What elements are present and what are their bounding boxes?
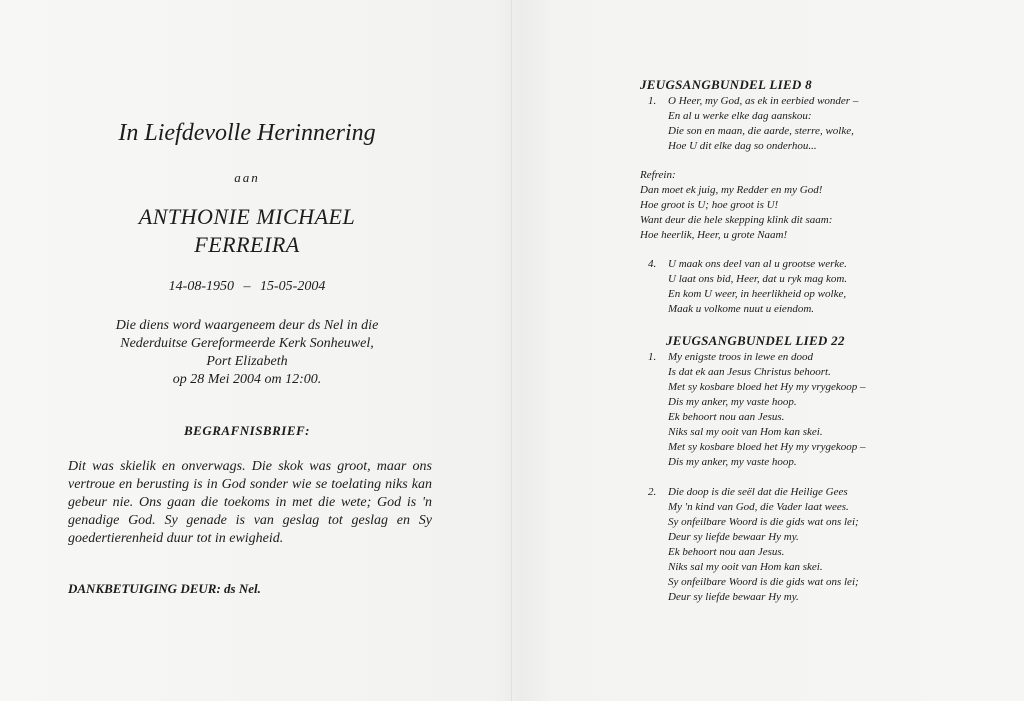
refrain-line: Hoe heerlik, Heer, u grote Naam! <box>640 229 788 241</box>
hymn-1-verse-4 <box>640 257 960 317</box>
thanks-line: DANKBETUIGING DEUR: ds Nel. <box>68 581 261 596</box>
verse-line: Ek behoort nou aan Jesus. <box>668 546 785 558</box>
verse-line: Die son en maan, die aarde, sterre, wolke, <box>668 125 854 137</box>
life-dates: 14-08-1950 – 15-05-2004 <box>168 279 326 294</box>
verse-line: Deur sy liefde bewaar Hy my. <box>668 591 799 603</box>
verse-line: En al u werke elke dag aanskou: <box>668 110 812 122</box>
letter-body: Dit was skielik en onverwags. Die skok was groot, maar ons vertroue en berusting is in God sonder wie se toelating niks kan gebeur nie. Ons gaan die toekoms in met die wete; God is 'n genadige God. Sy genade is van geslag tot geslag en Sy goedertierenheid duur tot in ewigheid. <box>68 459 432 546</box>
verse-line: U maak ons deel van al u grootse werke. <box>668 258 847 270</box>
verse-line: Is dat ek aan Jesus Christus behoort. <box>668 366 831 378</box>
deceased-name-line1: ANTHONIE MICHAEL <box>138 204 356 229</box>
verse-line: En kom U weer, in heerlikheid op wolke, <box>668 288 847 300</box>
verse-line: Dis my anker, my vaste hoop. <box>668 396 797 408</box>
service-line: Port Elizabeth <box>206 354 288 369</box>
hymn-title: JEUGSANGBUNDEL LIED 8 <box>640 77 812 92</box>
verse-number: 1. <box>648 351 657 363</box>
verse-line: Die doop is die seël dat die Heilige Gees <box>668 486 848 498</box>
hymn-2-verse-2 <box>640 485 960 605</box>
letter-title: BEGRAFNISBRIEF: <box>184 423 310 438</box>
verse-line: My enigste troos in lewe en dood <box>668 351 814 363</box>
refrain-label: Refrein: <box>640 169 676 181</box>
hymn-1-refrain <box>640 168 960 243</box>
hymn-1-title <box>640 77 960 92</box>
deceased-name-line2: FERREIRA <box>194 232 300 257</box>
aan-label: aan <box>234 170 260 185</box>
verse-line: Niks sal my ooit van Hom kan skei. <box>668 426 823 438</box>
verse-line: My 'n kind van God, die Vader laat wees. <box>668 501 849 513</box>
hymn-2-verse-1 <box>640 350 960 470</box>
service-line: Nederduitse Gereformeerde Kerk Sonheuwel, <box>120 336 374 351</box>
verse-line: Maak u volkome nuut u eiendom. <box>668 303 815 315</box>
memorial-heading: In Liefdevolle Herinnering <box>118 120 376 146</box>
verse-line: Met sy kosbare bloed het Hy my vrygekoop – <box>668 441 866 453</box>
left-page <box>62 0 432 701</box>
verse-line: U laat ons bid, Heer, dat u ryk mag kom. <box>668 273 848 285</box>
service-details <box>62 317 432 389</box>
service-line: Die diens word waargeneem deur ds Nel in die <box>115 318 379 333</box>
verse-line: Sy onfeilbare Woord is die gids wat ons lei; <box>668 576 859 588</box>
page-fold <box>511 0 512 701</box>
verse-line: Sy onfeilbare Woord is die gids wat ons lei; <box>668 516 859 528</box>
refrain-line: Hoe groot is U; hoe groot is U! <box>640 199 779 211</box>
hymn-1-verse-1 <box>640 94 960 154</box>
verse-number: 2. <box>648 486 657 498</box>
verse-line: Met sy kosbare bloed het Hy my vrygekoop – <box>668 381 866 393</box>
refrain-line: Want deur die hele skepping klink dit saam: <box>640 214 833 226</box>
verse-line: O Heer, my God, as ek in eerbied wonder – <box>668 95 859 107</box>
refrain-line: Dan moet ek juig, my Redder en my God! <box>640 184 823 196</box>
service-line: op 28 Mei 2004 om 12:00. <box>172 372 322 387</box>
verse-line: Hoe U dit elke dag so onderhou... <box>668 140 817 152</box>
hymn-2-title <box>640 333 986 348</box>
verse-line: Deur sy liefde bewaar Hy my. <box>668 531 799 543</box>
verse-line: Dis my anker, my vaste hoop. <box>668 456 797 468</box>
hymn-title: JEUGSANGBUNDEL LIED 22 <box>666 333 845 348</box>
right-page <box>640 0 960 701</box>
verse-number: 4. <box>648 258 657 270</box>
verse-line: Ek behoort nou aan Jesus. <box>668 411 785 423</box>
verse-line: Niks sal my ooit van Hom kan skei. <box>668 561 823 573</box>
verse-number: 1. <box>648 95 657 107</box>
